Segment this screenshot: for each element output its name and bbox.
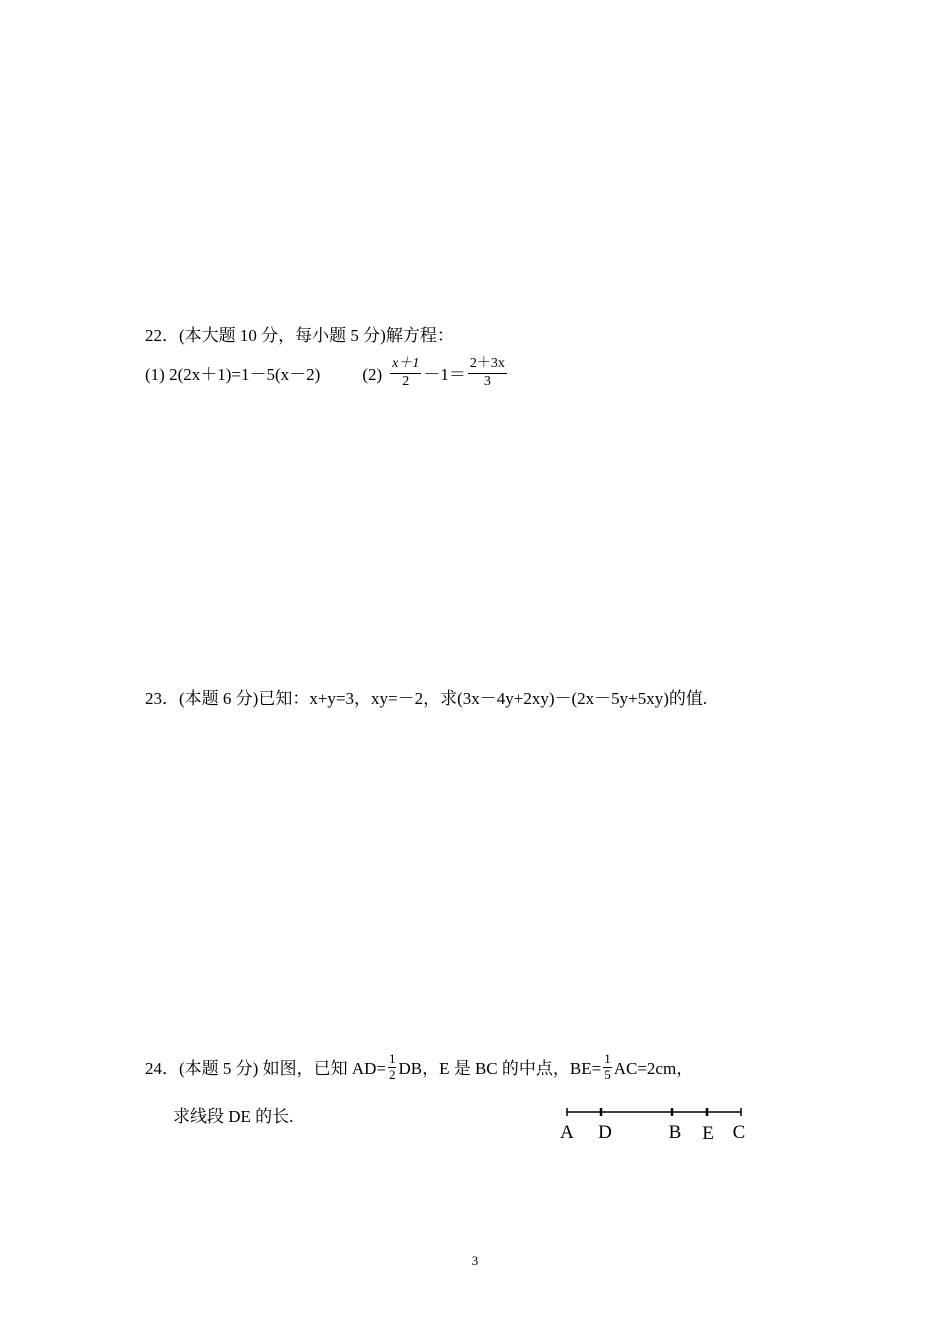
q22-part2-middle: －1＝ bbox=[423, 364, 466, 384]
q22-equations bbox=[145, 352, 509, 396]
q22-part1: (1) 2(2x＋1)=1－5(x－2) bbox=[145, 364, 321, 384]
q24-fraction-be-denominator: 5 bbox=[604, 1066, 611, 1082]
q23-text: 23．(本题 6 分)已知：x+y=3，xy=－2，求(3x－4y+2xy)－(2x－5y+5xy)的值. bbox=[145, 689, 708, 708]
label-d: D bbox=[598, 1122, 612, 1143]
q24-suffix: AC=2cm， bbox=[613, 1058, 694, 1078]
q24-fraction-be-numerator: 1 bbox=[604, 1050, 611, 1066]
q24-fraction-be bbox=[603, 1052, 612, 1083]
q22-title: 22．(本大题 10 分，每小题 5 分)解方程： bbox=[145, 326, 454, 345]
label-a: A bbox=[560, 1122, 574, 1143]
q24-line1 bbox=[145, 1046, 693, 1090]
label-c: C bbox=[732, 1122, 746, 1143]
q24-fraction-ad bbox=[388, 1052, 397, 1083]
q24-fraction-ad-numerator: 1 bbox=[388, 1050, 396, 1066]
q22-fraction-1-denominator: 2 bbox=[402, 373, 410, 389]
q22-part2-label: (2) bbox=[362, 364, 383, 384]
q22-fraction-2-numerator: 2＋3x bbox=[468, 356, 507, 373]
segment-figure bbox=[550, 1100, 760, 1150]
q22-fraction-2 bbox=[468, 356, 507, 389]
label-e: E bbox=[702, 1123, 714, 1144]
q24-line2: 求线段 DE 的长. bbox=[173, 1107, 294, 1126]
label-b: B bbox=[668, 1122, 682, 1143]
q22-fraction-2-denominator: 3 bbox=[483, 373, 491, 389]
page-number: 3 bbox=[471, 1253, 479, 1268]
q24-fraction-ad-denominator: 2 bbox=[388, 1066, 396, 1082]
q22-fraction-1 bbox=[390, 356, 421, 389]
q24-prefix: 24．(本题 5 分) 如图，已知 AD= bbox=[145, 1058, 386, 1078]
q22-fraction-1-numerator: x＋1 bbox=[390, 356, 421, 373]
q24-middle: DB，E 是 BC 的中点，BE= bbox=[398, 1058, 602, 1078]
